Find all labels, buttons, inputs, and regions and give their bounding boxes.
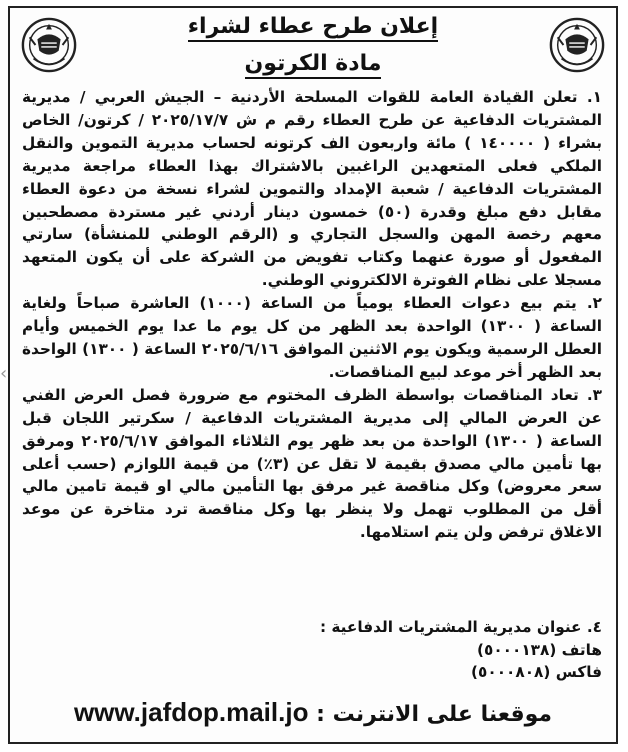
website-line: [10, 696, 616, 731]
ad-subtitle-text: مادة الكرتون: [245, 51, 382, 79]
ad-subtitle: [10, 48, 616, 80]
website-link[interactable]: www.jafdop.mail.jo: [73, 697, 309, 727]
clause-1: ١. تعلن القيادة العامة للقوات المسلحة الأردنية – الجيش العربي / مديرية المشتريات الدفاعية عن طرح العطاء رقم م ش ٢٠٢٥/١٧/٧ / كرتون/ الخاص بشراء ( ١٤٠٠٠٠ ) مائة واربعون الف كرتونه لحساب مديرية التموين والنقل الملكي فعلى المتعهدين الراغبين بالاشتراك بهذا العطاء مراجعة مديرية المشتريات الدفاعية / شعبة الإمداد والتموين لشراء نسخة من دعوة العطاء مقابل دفع مبلغ وقدرة (٥٠) خمسون دينار أردني غير مستردة مصطحبين معهم رخصة المهن والسجل التجاري و (الرقم الوطني للمنشأة) سارتي المفعول أو صورة عنهما وكتاب تفويض من الشركة على أن يكون المتعهد مسجلا على نظام الفوترة الالكتروني الوطني.: [22, 88, 602, 290]
ad-title-text: إعلان طرح عطاء لشراء: [188, 14, 438, 42]
phone-number: هاتف (٥٠٠٠١٣٨): [477, 640, 602, 659]
clause-2: ٢. يتم بيع دعوات العطاء يومياً من الساعة (١٠٠٠) العاشرة صباحاً ولغاية الساعة ( ١٣٠٠) الواحدة بعد الظهر من كل يوم ما عدا يوم الخميس وأيام العطل الرسمية ويكون يوم الاثنين الموافق ٢٠٢٥/٦/١٦ الساعة ( ١٣٠٠) الواحدة بعد الظهر أخر موعد لبيع المناقصات.: [22, 294, 602, 381]
contact-block: [320, 616, 602, 684]
tender-advertisement: [8, 6, 618, 744]
ad-title: [10, 10, 616, 44]
contact-heading: ٤. عنوان مديرية المشتريات الدفاعية :: [319, 618, 602, 636]
ad-body: [22, 86, 602, 544]
fax-number: فاكس (٥٠٠٠٨٠٨): [471, 663, 602, 682]
clause-3: ٣. تعاد المناقصات بواسطة الظرف المختوم مع ضرورة فصل العرض الفني عن العرض المالي إلى مديرية المشتريات الدفاعية / سكرتير اللجان قبل الساعة ( ١٣٠٠) الواحدة من بعد ظهر يوم الثلاثاء الموافق ٢٠٢٥/٦/١٧ ومرفق بها تأمين مالي مصدق بقيمة لا تقل عن (٣٪) من قيمة اللوازم (حسب أعلى سعر معروض) وكل مناقصة غير مرفق بها التأمين مالي او قيمة تامين مالي أقل من المطلوب تهمل ولا ينظر بها وكل مناقصة ترد متاخرة عن موعد الاغلاق ترفض ولن يتم استلامها.: [22, 385, 602, 542]
scroll-left-chevron-icon[interactable]: ‹: [0, 363, 8, 384]
website-label: موقعنا على الانترنت :: [316, 702, 553, 727]
